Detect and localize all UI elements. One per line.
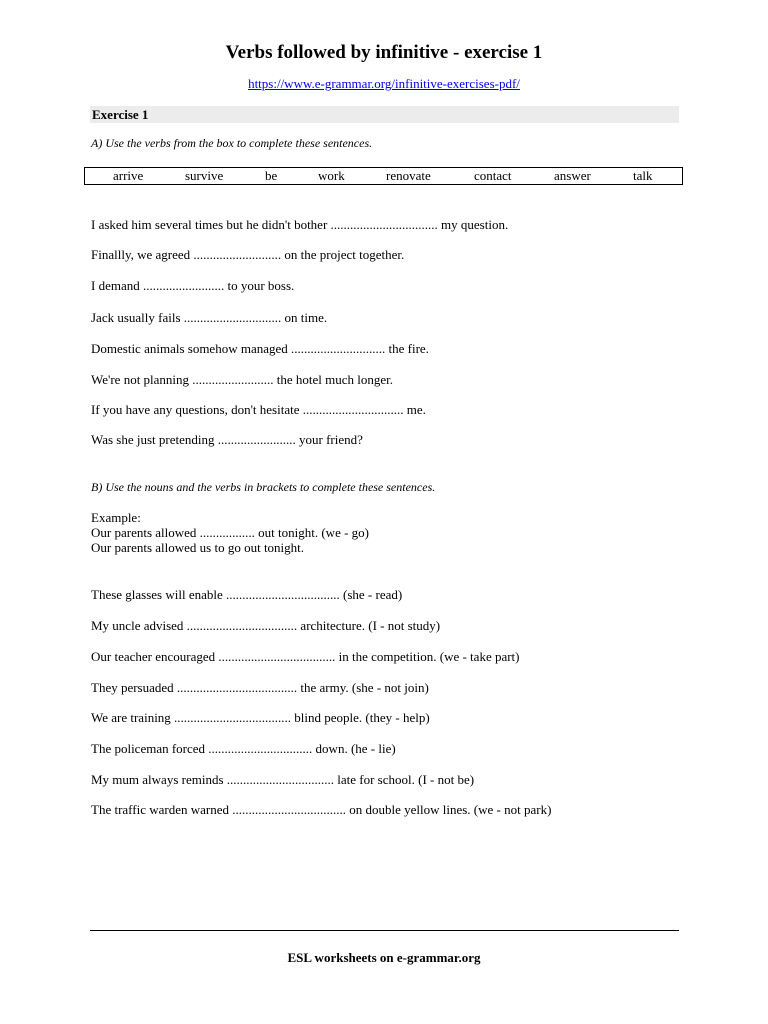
verb-box-item: contact — [474, 168, 512, 183]
page-title: Verbs followed by infinitive - exercise 1 — [225, 42, 543, 63]
verb-box-item: talk — [633, 168, 653, 183]
example-question: Our parents allowed ................. out tonight. (we - go) — [91, 525, 370, 540]
verb-box-item: be — [265, 168, 278, 183]
part-b-sentence: The policeman forced ................................ down. (he - lie) — [91, 741, 396, 756]
part-a-sentence: If you have any questions, don't hesitate ............................... me. — [91, 402, 426, 417]
footer-text: ESL worksheets on e-grammar.org — [287, 950, 481, 965]
verb-box — [84, 167, 683, 185]
exercise-heading: Exercise 1 — [92, 107, 149, 122]
verb-box-item: survive — [185, 168, 224, 183]
part-a-sentence: I asked him several times but he didn't bother ................................. my question. — [91, 217, 509, 232]
part-b-instruction: B) Use the nouns and the verbs in brackets to complete these sentences. — [91, 480, 436, 494]
part-a-sentence: Domestic animals somehow managed ............................. the fire. — [91, 341, 429, 356]
exercise-heading-bar — [90, 106, 679, 123]
verb-box-item: work — [318, 168, 345, 183]
verb-box-item: arrive — [113, 168, 144, 183]
part-b-sentence: These glasses will enable ................................... (she - read) — [91, 587, 403, 602]
example-label: Example: — [91, 510, 141, 525]
part-a-sentence: Finallly, we agreed ........................... on the project together. — [91, 247, 405, 262]
part-a-sentence: We're not planning ......................... the hotel much longer. — [91, 372, 394, 387]
footer-divider — [90, 930, 679, 931]
source-link[interactable]: https://www.e-grammar.org/infinitive-exercises-pdf/ — [248, 76, 520, 91]
part-b-sentence: My mum always reminds ................................. late for school. (I - not be) — [91, 772, 475, 787]
part-b-sentence: We are training .................................... blind people. (they - help) — [91, 710, 430, 725]
part-a-sentence: I demand ......................... to your boss. — [91, 278, 295, 293]
part-b-sentence: Our teacher encouraged .................................... in the competition. (we - take part) — [91, 649, 520, 664]
verb-box-item: renovate — [386, 168, 431, 183]
part-b-sentence: My uncle advised .................................. architecture. (I - not study) — [91, 618, 441, 633]
part-b-sentence: They persuaded ..................................... the army. (she - not join) — [91, 680, 429, 695]
part-a-sentence: Jack usually fails .............................. on time. — [91, 310, 328, 325]
part-a-sentence: Was she just pretending ........................ your friend? — [91, 432, 363, 447]
verb-box-item: answer — [554, 168, 591, 183]
part-b-sentence: The traffic warden warned ................................... on double yellow lines. (we - not park) — [91, 802, 552, 817]
part-a-instruction: A) Use the verbs from the box to complete these sentences. — [91, 136, 373, 150]
example-answer: Our parents allowed us to go out tonight. — [91, 540, 305, 555]
